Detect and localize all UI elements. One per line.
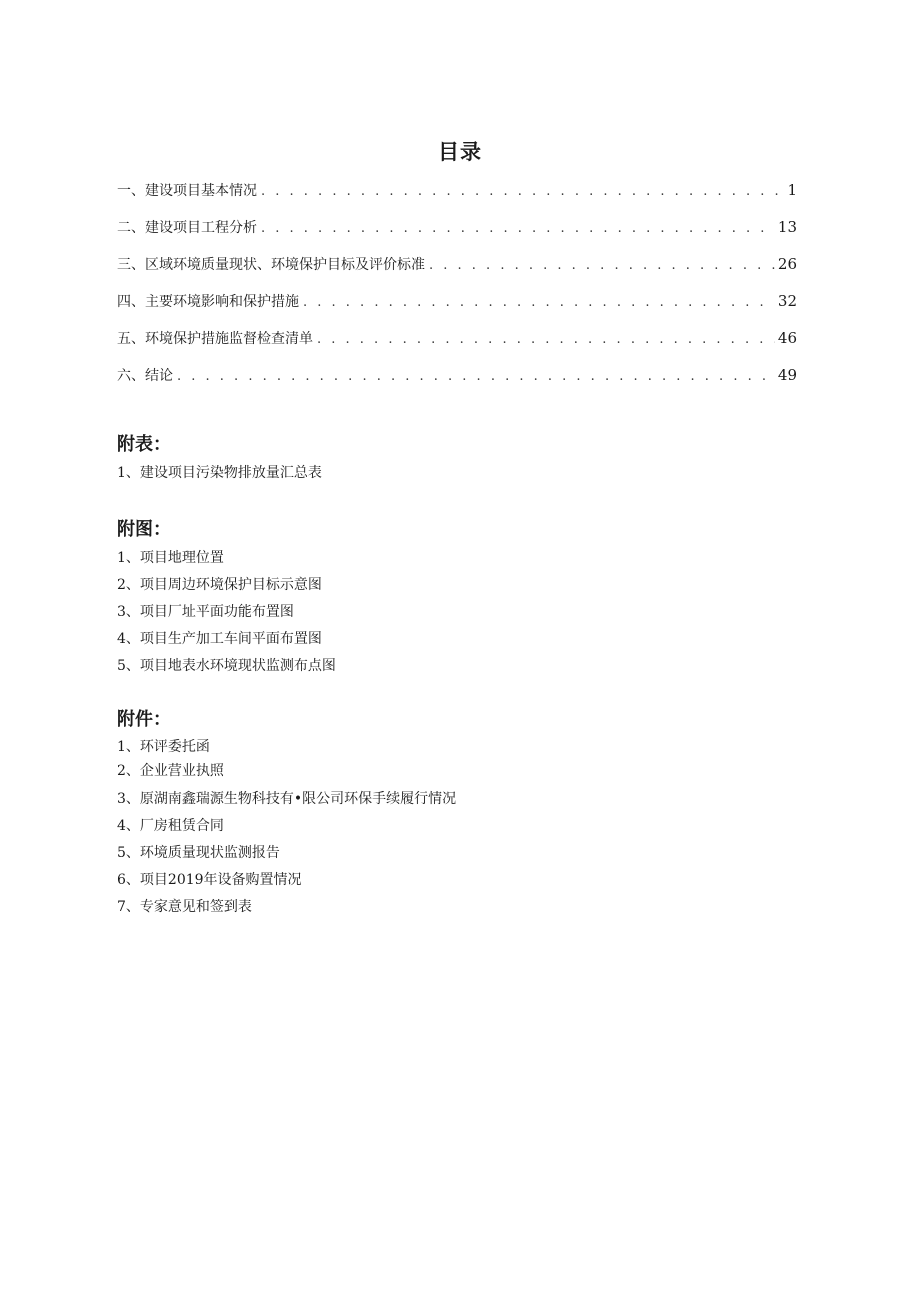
list-item: 1、建设项目污染物排放量汇总表 (117, 465, 322, 481)
toc-leader-dots (303, 293, 775, 313)
toc-entry[interactable] (117, 217, 797, 254)
toc-entry[interactable] (117, 254, 797, 291)
list-item: 1、环评委托函 (117, 739, 210, 755)
section-heading: 附图： (117, 519, 171, 540)
list-item: 4、项目生产加工车间平面布置图 (117, 631, 322, 647)
toc-entry-label: 一、建设项目基本情况 (117, 183, 257, 199)
attachments-section (117, 705, 797, 921)
table-of-contents (117, 180, 797, 402)
toc-entry-label: 二、建设项目工程分析 (117, 220, 257, 236)
toc-entry[interactable] (117, 365, 797, 402)
list-item: 4、厂房租赁合同 (117, 818, 224, 834)
toc-leader-dots (261, 182, 784, 202)
list-item: 2、项目周边环境保护目标示意图 (117, 577, 322, 593)
toc-entry-label: 五、环境保护措施监督检查清单 (117, 331, 313, 347)
page-title: 目录 (438, 139, 482, 164)
toc-entry-page: 1 (787, 181, 797, 199)
section-heading: 附表： (117, 434, 171, 455)
toc-entry-page: 13 (777, 218, 797, 236)
toc-entry-page: 32 (777, 292, 797, 310)
toc-entry-page: 49 (777, 366, 797, 384)
list-item: 2、企业营业执照 (117, 763, 224, 779)
list-item: 5、环境质量现状监测报告 (117, 845, 280, 861)
toc-leader-dots (317, 330, 775, 350)
list-item: 3、项目厂址平面功能布置图 (117, 604, 294, 620)
toc-entry[interactable] (117, 328, 797, 365)
toc-entry[interactable] (117, 180, 797, 217)
appendix-figures-section (117, 515, 797, 680)
toc-leader-dots (429, 256, 775, 276)
list-item: 6、项目2019年设备购置情况 (117, 872, 302, 888)
toc-entry-page: 46 (777, 329, 797, 347)
toc-entry-label: 六、结论 (117, 368, 173, 384)
appendix-tables-section (117, 430, 797, 487)
toc-entry[interactable] (117, 291, 797, 328)
toc-entry-label: 四、主要环境影响和保护措施 (117, 294, 299, 310)
toc-entry-page: 26 (777, 255, 797, 273)
toc-entry-label: 三、区域环境质量现状、环境保护目标及评价标准 (117, 257, 425, 273)
list-item: 1、项目地理位置 (117, 550, 224, 566)
list-item: 7、专家意见和签到表 (117, 899, 252, 915)
toc-leader-dots (177, 367, 775, 387)
toc-leader-dots (261, 219, 775, 239)
list-item: 3、原湖南鑫瑞源生物科技有•限公司环保手续履行情况 (117, 791, 457, 807)
list-item: 5、项目地表水环境现状监测布点图 (117, 658, 336, 674)
section-heading: 附件： (117, 709, 171, 730)
